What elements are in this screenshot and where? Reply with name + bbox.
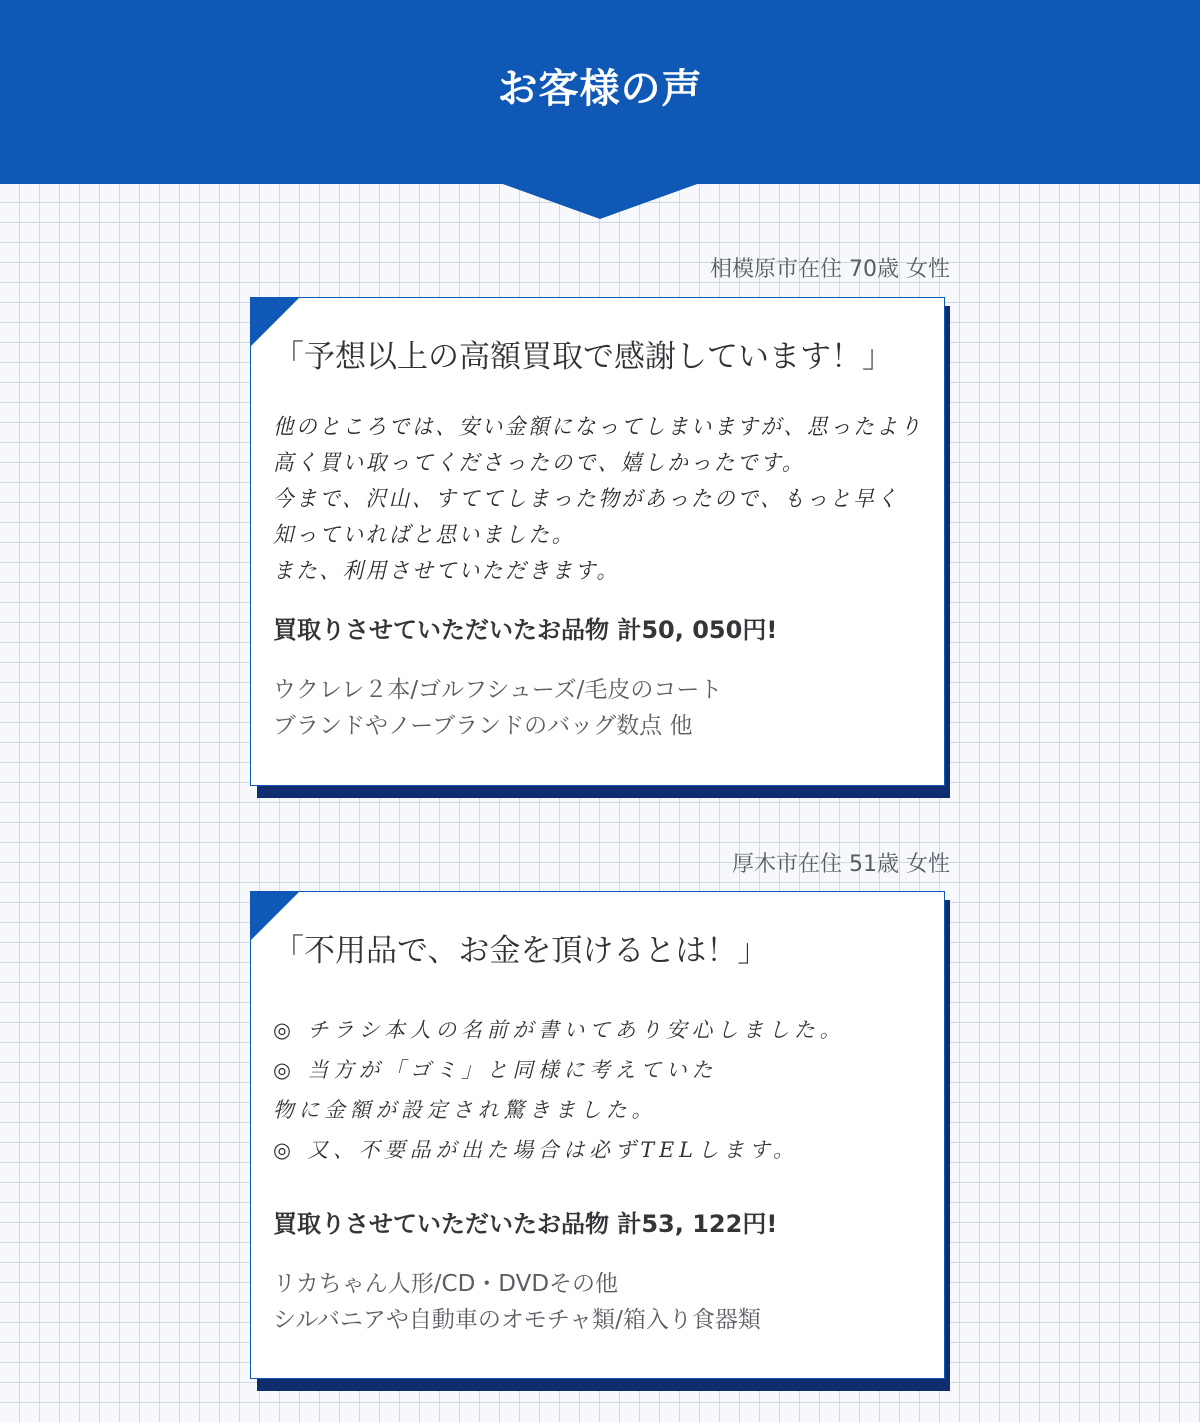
handwritten-line: ◎ 当方が「ゴミ」と同様に考えていた: [273, 1058, 718, 1082]
purchase-total: 買取りさせていただいたお品物 計53, 122円!: [273, 1210, 778, 1238]
purchased-items: [273, 672, 722, 744]
customer-info: 厚木市在住 51歳 女性: [732, 852, 950, 877]
purchased-items-line: リカちゃん人形/CD・DVDその他: [273, 1271, 619, 1297]
purchased-items-line: ウクレレ２本/ゴルフシューズ/毛皮のコート: [273, 677, 723, 703]
purchased-items: [273, 1266, 761, 1338]
handwritten-line: 高く買い取ってくださったので、嬉しかったです。: [273, 451, 806, 476]
page-title: お客様の声: [497, 66, 703, 112]
header-arrow: [500, 183, 700, 219]
handwritten-line: 物に金額が設定され驚きました。: [273, 1098, 658, 1122]
customer-info: 相模原市在住 70歳 女性: [710, 257, 950, 282]
testimonial-card: [250, 891, 945, 1379]
handwritten-note: [273, 410, 924, 590]
purchase-total: 買取りさせていただいたお品物 計50, 050円!: [273, 616, 778, 644]
testimonial-headline: 「予想以上の高額買取で感謝しています！」: [273, 339, 893, 375]
testimonial-headline: 「不用品で、お金を頂けるとは！」: [273, 933, 769, 969]
handwritten-line: 知っていればと思いました。: [273, 523, 575, 548]
handwritten-line: 他のところでは、安い金額になってしまいますが、思ったより: [273, 415, 924, 440]
purchased-items-line: ブランドやノーブランドのバッグ数点 他: [273, 713, 693, 739]
handwritten-line: 今まで、沢山、すててしまった物があったので、もっと早く: [273, 487, 900, 512]
handwritten-line: また、利用させていただきます。: [273, 559, 620, 584]
testimonial-card: [250, 297, 945, 786]
purchased-items-line: シルバニアや自動車のオモチャ類/箱入り食器類: [273, 1307, 761, 1333]
handwritten-line: ◎ 又、不要品が出た場合は必ずTELします。: [273, 1138, 799, 1162]
handwritten-note: [273, 1010, 923, 1170]
handwritten-line: ◎ チラシ本人の名前が書いてあり安心しました。: [273, 1018, 846, 1042]
